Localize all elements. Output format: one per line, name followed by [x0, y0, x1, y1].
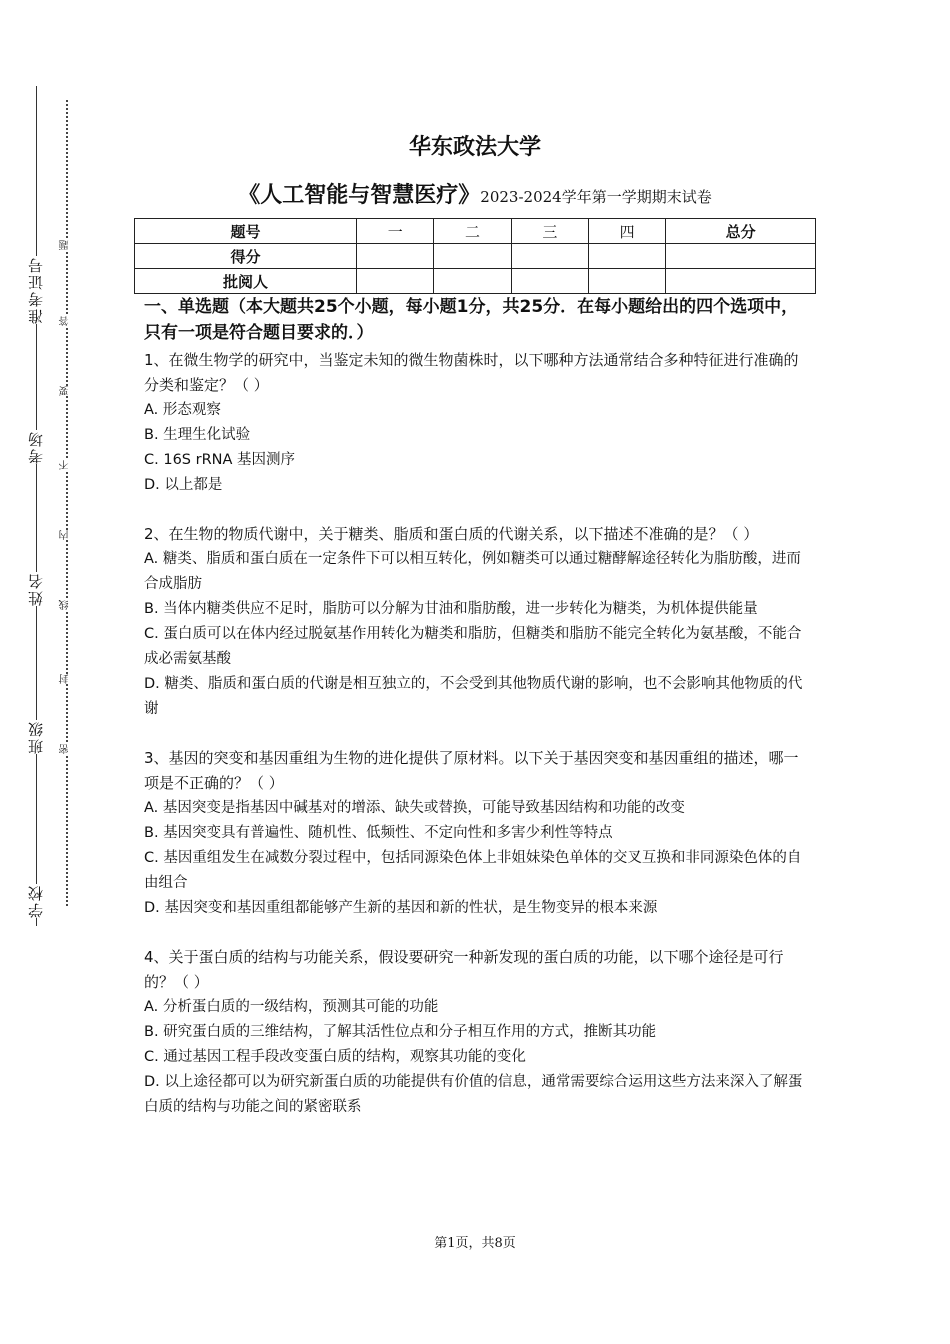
class-label: 班级	[22, 720, 50, 754]
question-stem: 4、关于蛋白质的结构与功能关系，假设要研究一种新发现的蛋白质的功能，以下哪个途径是可行的？（ ）	[144, 948, 784, 991]
reviewer-cell	[357, 269, 434, 294]
reviewer-cell	[434, 269, 511, 294]
option-c: C. 通过基因工程手段改变蛋白质的结构，观察其功能的变化	[144, 1049, 526, 1065]
reviewer-cell	[588, 269, 665, 294]
question-1	[144, 348, 810, 498]
score-row	[135, 244, 816, 269]
option-b: B. 基因突变具有普遍性、随机性、低频性、不定向性和多害少利性等特点	[144, 825, 613, 841]
option-a: A. 形态观察	[144, 402, 221, 418]
seal-char: 要	[58, 386, 74, 396]
question-stem: 2、在生物的物质代谢中，关于糖类、脂质和蛋白质的代谢关系，以下描述不准确的是？（ ）	[144, 525, 759, 543]
reviewer-row	[135, 269, 816, 294]
column-header: 总分	[666, 219, 816, 244]
option-b: B. 当体内糖类供应不足时，脂肪可以分解为甘油和脂肪酸，进一步转化为糖类，为机体提供能量	[144, 601, 758, 617]
question-2	[144, 522, 810, 722]
column-header: 一	[357, 219, 434, 244]
seal-char: 线	[58, 600, 74, 610]
reviewer-cell	[666, 269, 816, 294]
row-header: 批阅人	[135, 269, 357, 294]
column-header: 三	[511, 219, 588, 244]
exam-id-label: 准考证号	[22, 256, 50, 324]
seal-char: 答	[58, 316, 74, 326]
score-cell	[434, 244, 511, 269]
option-b: B. 研究蛋白质的三维结构，了解其活性位点和分子相互作用的方式，推断其功能	[144, 1024, 657, 1040]
score-cell	[511, 244, 588, 269]
section-title: 一、单选题（本大题共25个小题，每小题1分，共25分．在每小题给出的四个选项中，只有一项是符合题目要求的．）	[144, 297, 799, 343]
option-b: B. 生理生化试验	[144, 427, 251, 443]
seal-dotted-line	[66, 100, 68, 906]
seal-char: 题	[58, 240, 74, 250]
column-header: 二	[434, 219, 511, 244]
option-a: A. 基因突变是指基因中碱基对的增添、缺失或替换，可能导致基因结构和功能的改变	[144, 800, 685, 816]
reviewer-cell	[511, 269, 588, 294]
university-title: 华东政法大学	[408, 135, 541, 160]
option-c: C. 蛋白质可以在体内经过脱氨基作用转化为糖类和脂肪，但糖类和脂肪不能完全转化为氨基酸，不能合成必需氨基酸	[144, 626, 802, 667]
option-d: D. 糖类、脂质和蛋白质的代谢是相互独立的，不会受到其他物质代谢的影响，也不会影响其他物质的代谢	[144, 676, 803, 717]
seal-char: 不	[58, 460, 74, 470]
option-d: D. 以上都是	[144, 477, 223, 493]
seal-char: 封	[58, 674, 74, 684]
exam-room-label: 考场	[22, 430, 50, 464]
row-header: 得分	[135, 244, 357, 269]
page-footer: 第1页，共8页	[434, 1236, 516, 1251]
seal-char: 密	[58, 744, 74, 754]
seal-char: 内	[58, 530, 74, 540]
question-stem: 3、基因的突变和基因重组为生物的进化提供了原材料。以下关于基因突变和基因重组的描述，哪一项是不正确的？（ ）	[144, 749, 799, 792]
option-a: A. 糖类、脂质和蛋白质在一定条件下可以相互转化，例如糖类可以通过糖酵解途径转化为脂肪酸，进而合成脂肪	[144, 551, 801, 592]
exam-subtitle	[0, 178, 950, 209]
option-c: C. 基因重组发生在减数分裂过程中，包括同源染色体上非姐妹染色单体的交叉互换和非同源染色体的自由组合	[144, 850, 802, 891]
score-table	[134, 218, 816, 294]
option-d: D. 以上途径都可以为研究新蛋白质的功能提供有价值的信息，通常需要综合运用这些方法来深入了解蛋白质的结构与功能之间的紧密联系	[144, 1074, 803, 1115]
score-cell	[666, 244, 816, 269]
question-stem: 1、在微生物学的研究中，当鉴定未知的微生物菌株时，以下哪种方法通常结合多种特征进行准确的分类和鉴定？（ ）	[144, 351, 799, 394]
course-title: 《人工智能与智慧医疗》	[238, 183, 481, 208]
question-3	[144, 746, 810, 921]
binding-line	[36, 86, 37, 926]
school-label: 学校	[22, 884, 50, 918]
exam-content	[144, 294, 810, 1144]
option-c: C. 16S rRNA 基因测序	[144, 452, 296, 468]
score-cell	[357, 244, 434, 269]
column-header: 四	[588, 219, 665, 244]
option-d: D. 基因突变和基因重组都能够产生新的基因和新的性状，是生物变异的根本来源	[144, 900, 658, 916]
name-label: 姓名	[22, 572, 50, 606]
option-a: A. 分析蛋白质的一级结构，预测其可能的功能	[144, 999, 439, 1015]
question-4	[144, 945, 810, 1120]
term-text: 2023-2024学年第一学期期末试卷	[480, 188, 712, 206]
score-cell	[588, 244, 665, 269]
column-header: 题号	[135, 219, 357, 244]
score-table-header-row	[135, 219, 816, 244]
